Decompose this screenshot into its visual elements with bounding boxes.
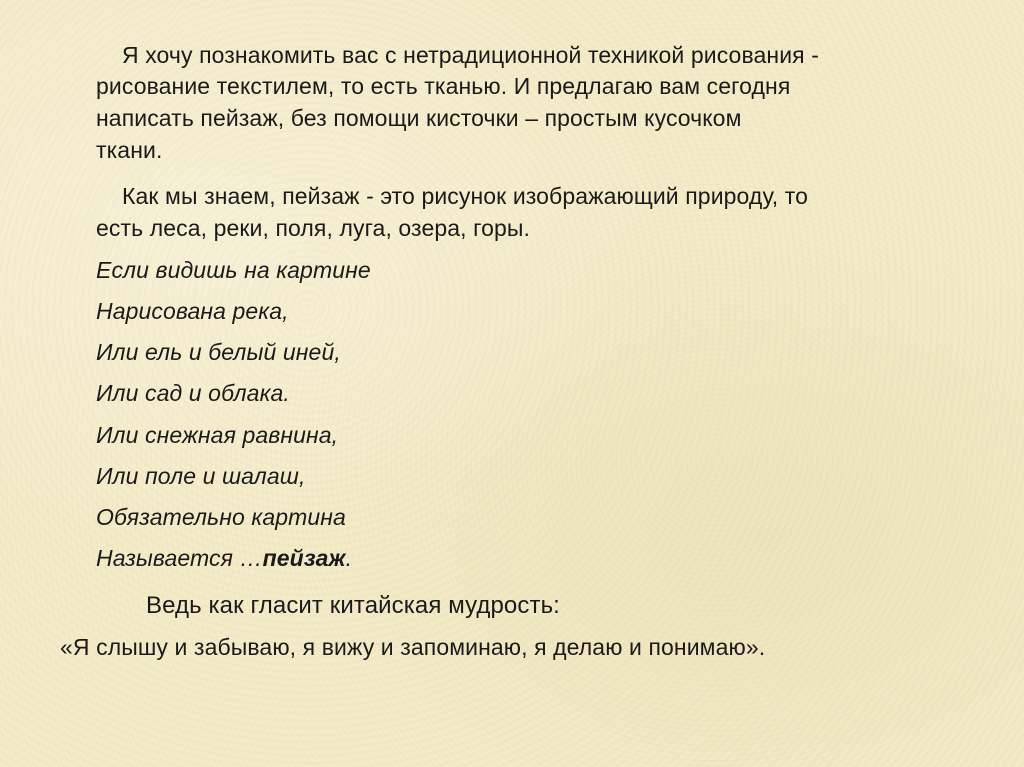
poem-line: Или ель и белый иней, xyxy=(96,339,341,365)
poem-line: Нарисована река, xyxy=(96,298,289,324)
intro-line-4: ткани. xyxy=(96,137,163,163)
poem-line: Или сад и облака. xyxy=(96,380,290,406)
definition-line-2: есть леса, реки, поля, луга, озера, горы. xyxy=(96,215,530,241)
definition-line-1: Как мы знаем, пейзаж - это рисунок изображающий природу, то xyxy=(122,183,808,209)
poem-line: Если видишь на картине xyxy=(96,257,371,283)
poem-line: Обязательно картина xyxy=(96,504,346,530)
poem-last-line-prefix: Называется … xyxy=(96,545,263,571)
intro-line-1: Я хочу познакомить вас с нетрадиционной техникой рисования - xyxy=(122,42,819,68)
intro-line-3: написать пейзаж, без помощи кисточки – простым кусочком xyxy=(96,105,742,131)
wisdom-intro: Ведь как гласит китайская мудрость: xyxy=(146,592,560,619)
chinese-wisdom-quote: «Я слышу и забываю, я вижу и запоминаю, я делаю и понимаю». xyxy=(60,634,766,660)
poem-line: Или поле и шалаш, xyxy=(96,463,306,489)
poem-keyword-landscape: пейзаж xyxy=(262,545,346,571)
poem-line: Или снежная равнина, xyxy=(96,422,339,448)
intro-line-2: рисование текстилем, то есть тканью. И предлагаю вам сегодня xyxy=(96,73,791,99)
poem-last-line xyxy=(96,543,352,573)
poem-last-line-suffix: . xyxy=(345,545,353,571)
